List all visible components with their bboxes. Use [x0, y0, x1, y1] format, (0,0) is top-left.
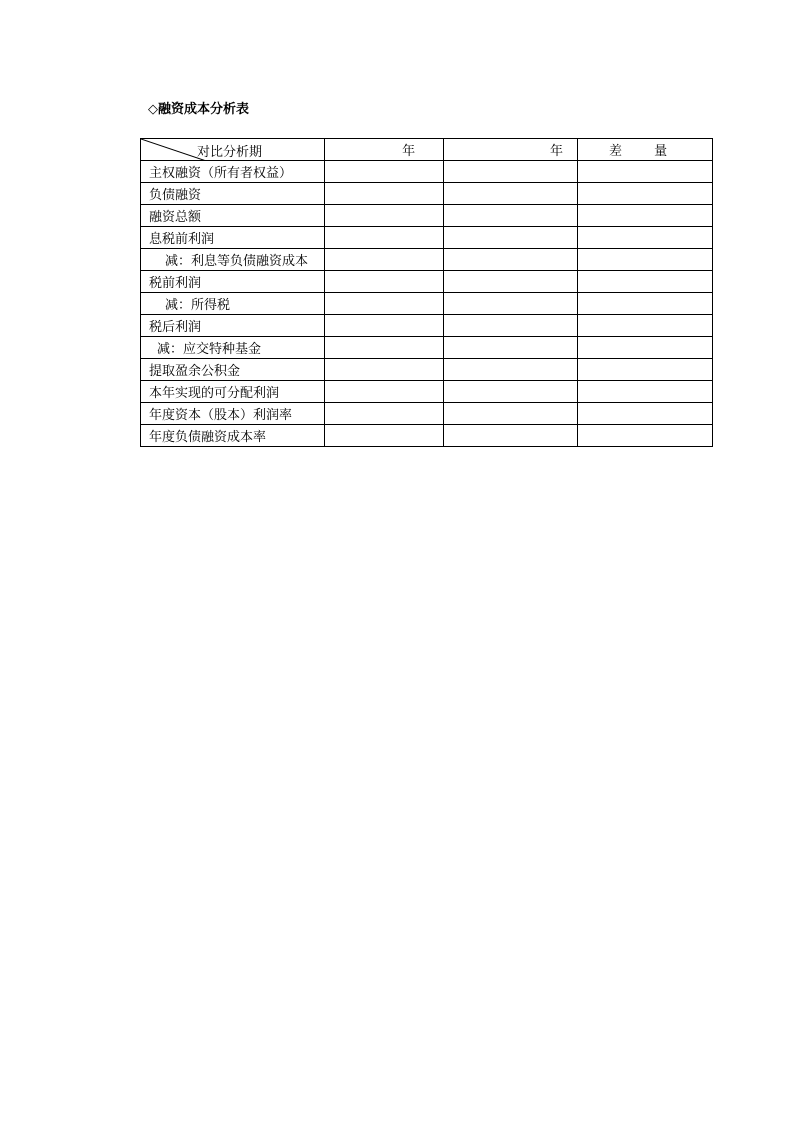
- year1-cell[interactable]: [325, 337, 444, 359]
- year2-cell[interactable]: [444, 315, 578, 337]
- difference-cell[interactable]: [578, 183, 713, 205]
- table-body: [141, 161, 713, 447]
- table-row: [141, 359, 713, 381]
- difference-cell[interactable]: [578, 315, 713, 337]
- difference-cell[interactable]: [578, 205, 713, 227]
- table-row: [141, 205, 713, 227]
- difference-header: 差 量: [578, 139, 713, 161]
- year1-cell[interactable]: [325, 315, 444, 337]
- year1-cell[interactable]: [325, 271, 444, 293]
- row-label: 减：应交特种基金: [141, 337, 325, 359]
- year1-cell[interactable]: [325, 227, 444, 249]
- table-row: [141, 403, 713, 425]
- table-row: [141, 425, 713, 447]
- year1-cell[interactable]: [325, 403, 444, 425]
- table-row: [141, 161, 713, 183]
- year2-cell[interactable]: [444, 337, 578, 359]
- row-label: 年度负债融资成本率: [141, 425, 325, 447]
- year2-cell[interactable]: [444, 249, 578, 271]
- table-row: [141, 249, 713, 271]
- year2-cell[interactable]: [444, 425, 578, 447]
- year1-header: 年: [325, 139, 444, 161]
- difference-cell[interactable]: [578, 293, 713, 315]
- difference-cell[interactable]: [578, 271, 713, 293]
- difference-cell[interactable]: [578, 359, 713, 381]
- header-row: [141, 139, 713, 161]
- difference-cell[interactable]: [578, 381, 713, 403]
- difference-cell[interactable]: [578, 249, 713, 271]
- table-row: [141, 271, 713, 293]
- difference-cell[interactable]: [578, 337, 713, 359]
- row-label: 息税前利润: [141, 227, 325, 249]
- table-row: [141, 183, 713, 205]
- diagonal-header-cell: [141, 139, 325, 161]
- year1-cell[interactable]: [325, 425, 444, 447]
- difference-cell[interactable]: [578, 425, 713, 447]
- year2-header: 年: [444, 139, 578, 161]
- table-row: [141, 315, 713, 337]
- row-label: 税后利润: [141, 315, 325, 337]
- row-label: 税前利润: [141, 271, 325, 293]
- year2-cell[interactable]: [444, 161, 578, 183]
- year1-cell[interactable]: [325, 205, 444, 227]
- year1-cell[interactable]: [325, 161, 444, 183]
- year2-cell[interactable]: [444, 205, 578, 227]
- year2-cell[interactable]: [444, 359, 578, 381]
- table-row: [141, 381, 713, 403]
- year1-cell[interactable]: [325, 381, 444, 403]
- year1-cell[interactable]: [325, 183, 444, 205]
- year2-cell[interactable]: [444, 381, 578, 403]
- year1-cell[interactable]: [325, 293, 444, 315]
- difference-cell[interactable]: [578, 161, 713, 183]
- financing-cost-table: [140, 138, 713, 447]
- year1-cell[interactable]: [325, 249, 444, 271]
- year2-cell[interactable]: [444, 271, 578, 293]
- year1-cell[interactable]: [325, 359, 444, 381]
- table-row: [141, 227, 713, 249]
- difference-cell[interactable]: [578, 227, 713, 249]
- page-title: ◇融资成本分析表: [148, 102, 249, 117]
- row-label: 减：所得税: [141, 293, 325, 315]
- row-label: 提取盈余公积金: [141, 359, 325, 381]
- period-label: 对比分析期: [197, 145, 263, 160]
- row-label: 减：利息等负债融资成本: [141, 249, 325, 271]
- year2-cell[interactable]: [444, 403, 578, 425]
- row-label: 年度资本（股本）利润率: [141, 403, 325, 425]
- row-label: 负债融资: [141, 183, 325, 205]
- table-row: [141, 293, 713, 315]
- row-label: 本年实现的可分配利润: [141, 381, 325, 403]
- table-row: [141, 337, 713, 359]
- row-label: 主权融资（所有者权益）: [141, 161, 325, 183]
- year2-cell[interactable]: [444, 227, 578, 249]
- row-label: 融资总额: [141, 205, 325, 227]
- difference-cell[interactable]: [578, 403, 713, 425]
- year2-cell[interactable]: [444, 183, 578, 205]
- year2-cell[interactable]: [444, 293, 578, 315]
